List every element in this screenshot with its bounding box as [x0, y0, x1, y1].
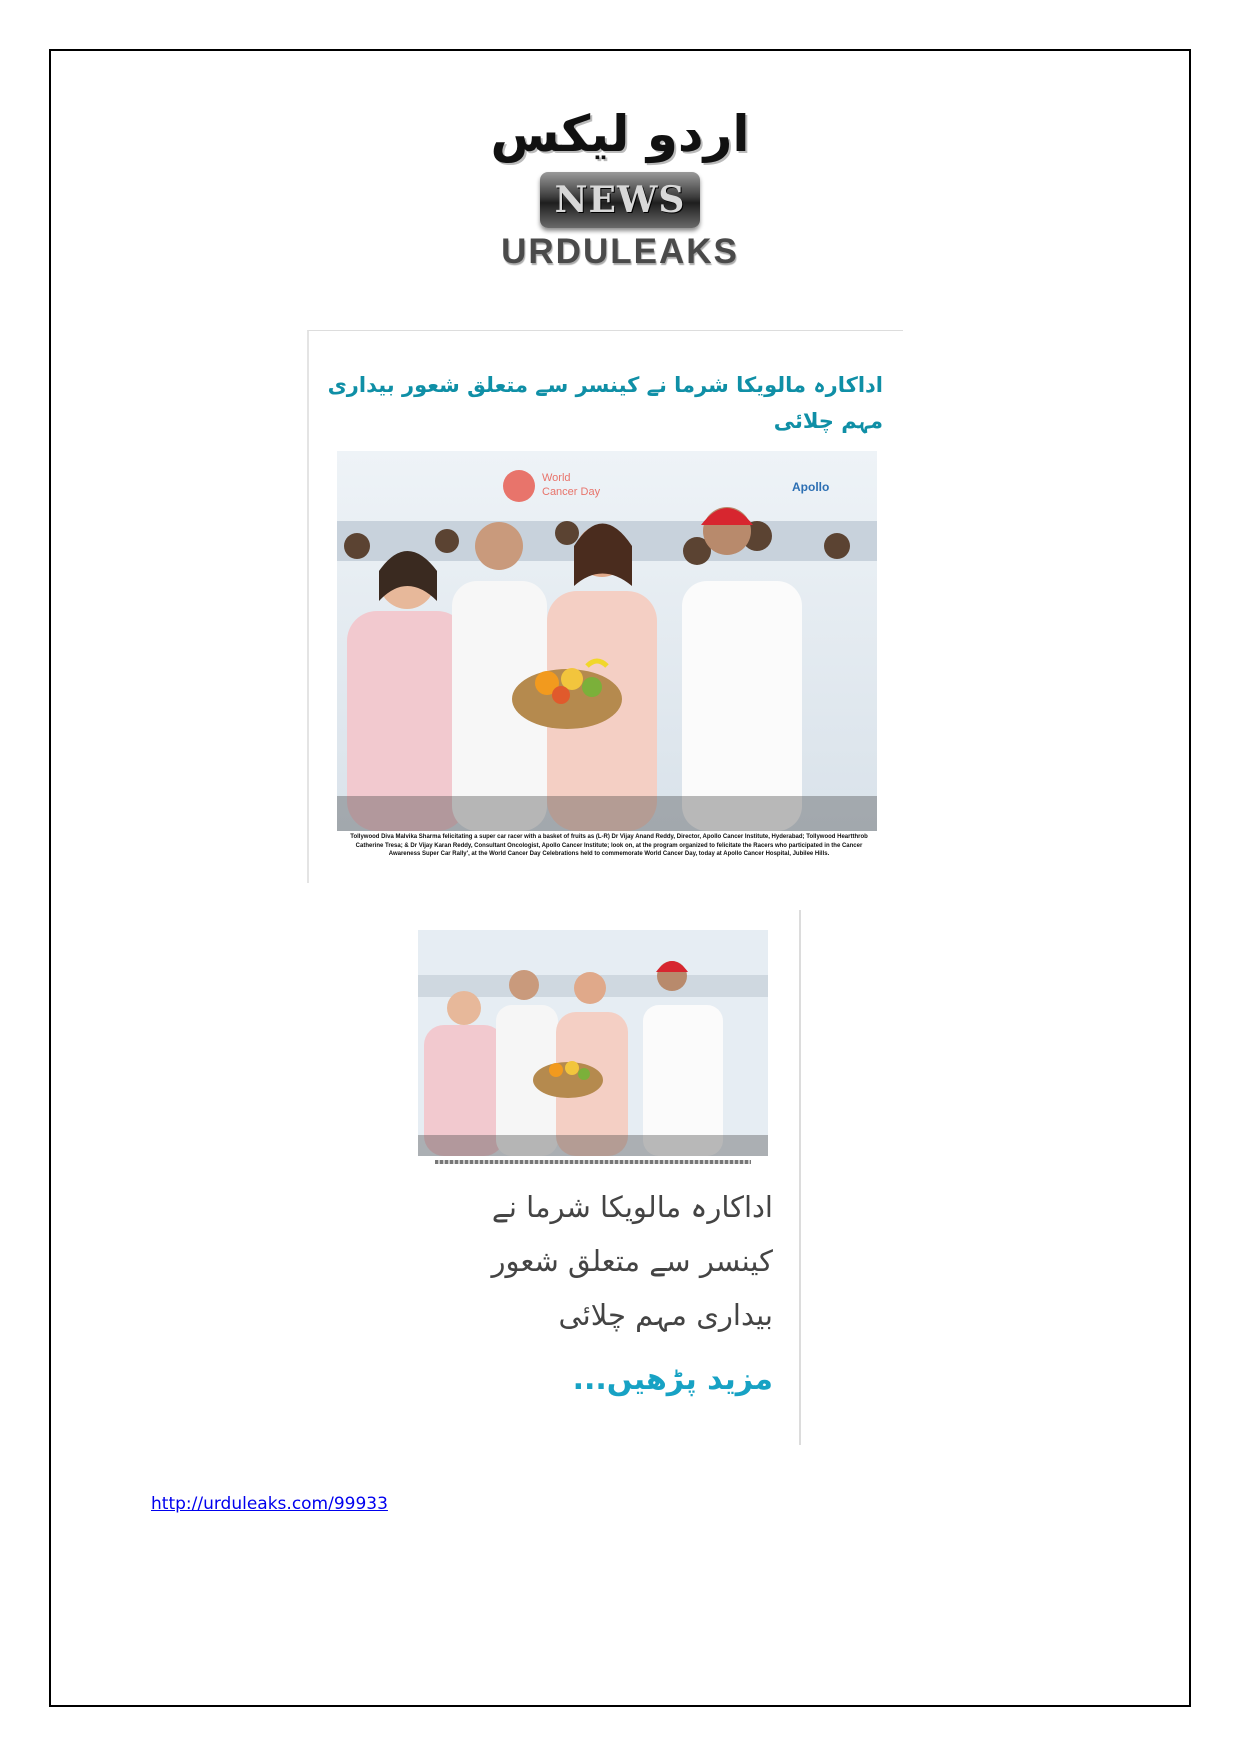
article-card: [307, 330, 903, 883]
article-url-link[interactable]: http://urduleaks.com/99933: [151, 1494, 388, 1514]
logo-news-label: NEWS: [554, 179, 686, 221]
promo-caption-strip: [435, 1160, 751, 1164]
svg-text:Apollo: Apollo: [792, 480, 830, 494]
logo-news-banner: [540, 172, 700, 228]
event-photo-illustration: [337, 451, 877, 831]
promo-block: [415, 910, 801, 1445]
article-photo: [337, 451, 877, 831]
svg-text:Cancer Day: Cancer Day: [542, 486, 601, 498]
logo-urdu-name: اردو لیکس: [490, 105, 750, 163]
photo-caption: Tollywood Diva Malvika Sharma felicitating a super car racer with a basket of fruits as (L-R) Dr Vijay Anand Reddy, Director, Apollo Cancer Institute, Hyderabad; Tollywood Heartthrob Catherine Tresa; & Dr Vijay Karan Reddy, Consultant Oncologist, Apollo Cancer Institute; look on, at the program organized to felicitate the Racers who participated in the Cancer Awareness Super Car Rally', at the World Cancer Day Celebrations held to commemorate World Cancer Day, today at Apollo Cancer Hospital, Jubilee Hills.: [350, 834, 868, 857]
world-cancer-day-logo-icon: [503, 470, 535, 502]
promo-text: [415, 1180, 773, 1410]
read-more-link[interactable]: مزید پڑھیں...: [572, 1362, 773, 1397]
site-logo: [470, 104, 770, 274]
promo-line: بیداری مہم چلائی: [558, 1298, 773, 1332]
promo-photo: [418, 930, 768, 1156]
article-title: اداکارہ مالویکا شرما نے کینسر سے متعلق شعور بیداری مہم چلائی: [327, 373, 883, 433]
promo-line: کینسر سے متعلق شعور: [491, 1244, 773, 1278]
svg-text:World: World: [542, 472, 571, 484]
logo-latin-name: URDULEAKS: [501, 232, 739, 271]
promo-line: اداکارہ مالویکا شرما نے: [491, 1190, 773, 1224]
promo-photo-illustration: [418, 930, 768, 1156]
